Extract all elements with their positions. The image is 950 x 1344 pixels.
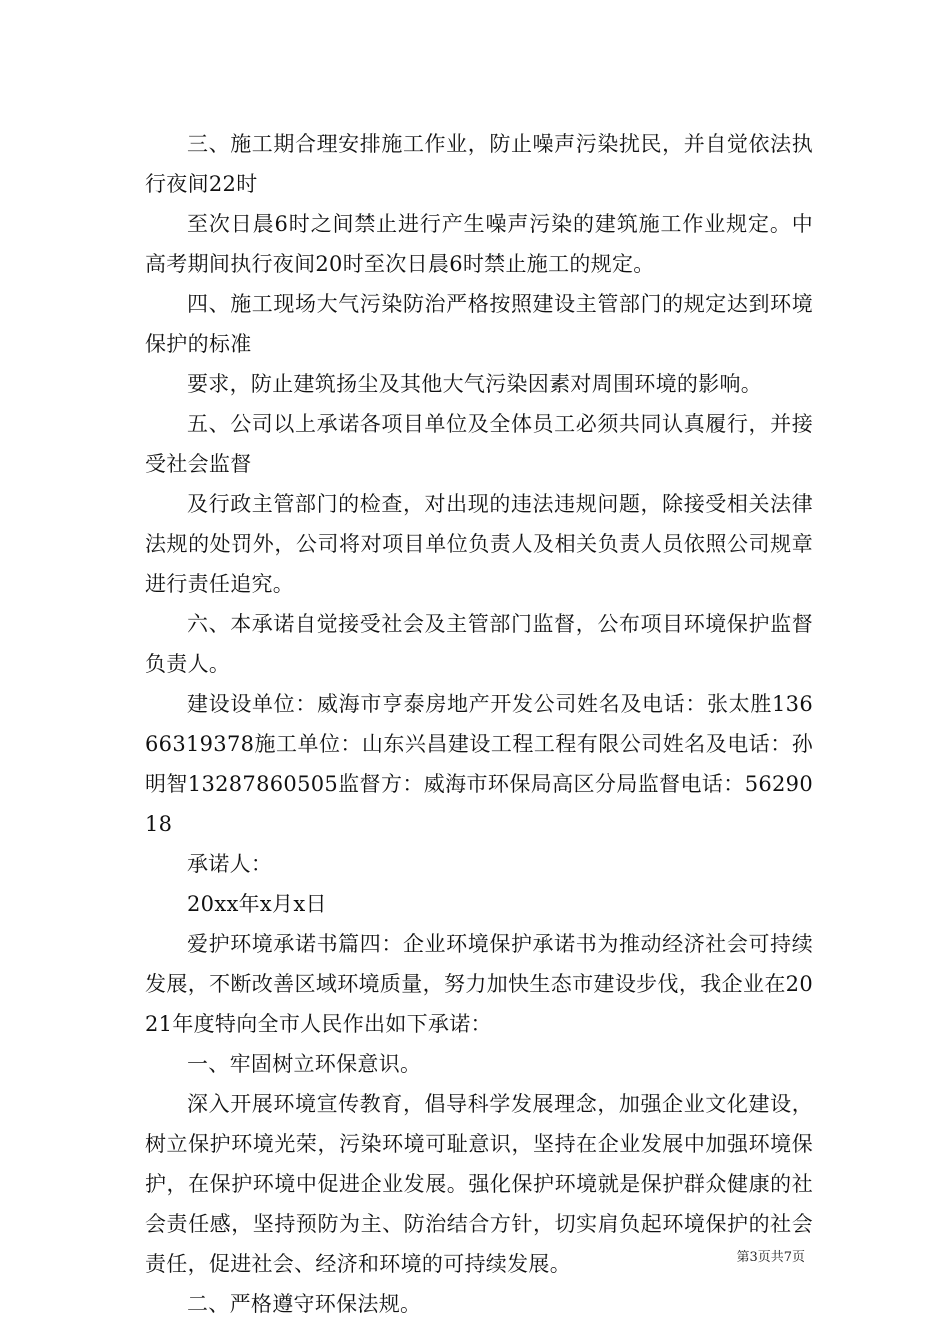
paragraph-contacts: 建设设单位：威海市亨泰房地产开发公司姓名及电话：张太胜13666319378施工单位：山东兴昌建设工程工程有限公司姓名及电话：孙明智13287860505监督方：威海市环保局高区分局监督电话：5629018 bbox=[145, 692, 813, 836]
paragraph-air-pollution: 四、施工现场大气污染防治严格按照建设主管部门的规定达到环境保护的标准 bbox=[145, 292, 813, 356]
paragraph-supervision: 六、本承诺自觉接受社会及主管部门监督，公布项目环境保护监督负责人。 bbox=[145, 612, 813, 676]
paragraph-night-construction: 至次日晨6时之间禁止进行产生噪声污染的建筑施工作业规定。中高考期间执行夜间20时至次日晨6时禁止施工的规定。 bbox=[145, 212, 813, 276]
paragraph-heading-awareness: 一、牢固树立环保意识。 bbox=[187, 1052, 422, 1076]
paragraph-heading-regulations: 二、严格遵守环保法规。 bbox=[187, 1292, 422, 1316]
paragraph-signatory: 承诺人： bbox=[187, 852, 273, 876]
document-body bbox=[145, 124, 813, 1324]
paragraph-inspection: 及行政主管部门的检查，对出现的违法违规问题，除接受相关法律法规的处罚外，公司将对项目单位负责人及相关负责人员依照公司规章进行责任追究。 bbox=[145, 492, 813, 596]
paragraph-section-four-intro: 爱护环境承诺书篇四：企业环境保护承诺书为推动经济社会可持续发展，不断改善区域环境质量，努力加快生态市建设步伐，我企业在2021年度特向全市人民作出如下承诺： bbox=[145, 932, 813, 1036]
paragraph-noise-control: 三、施工期合理安排施工作业，防止噪声污染扰民，并自觉依法执行夜间22时 bbox=[145, 132, 813, 196]
page-number: 第3页共7页 bbox=[736, 1250, 805, 1265]
paragraph-awareness-body: 深入开展环境宣传教育，倡导科学发展理念，加强企业文化建设，树立保护环境光荣，污染环境可耻意识，坚持在企业发展中加强环境保护，在保护环境中促进企业发展。强化保护环境就是保护群众健康的社会责任感，坚持预防为主、防治结合方针，切实肩负起环境保护的社会责任，促进社会、经济和环境的可持续发展。 bbox=[145, 1092, 813, 1276]
paragraph-date: 20xx年x月x日 bbox=[187, 892, 327, 916]
paragraph-dust-requirements: 要求，防止建筑扬尘及其他大气污染因素对周围环境的影响。 bbox=[187, 372, 763, 396]
paragraph-company-commitment: 五、公司以上承诺各项目单位及全体员工必须共同认真履行，并接受社会监督 bbox=[145, 412, 813, 476]
